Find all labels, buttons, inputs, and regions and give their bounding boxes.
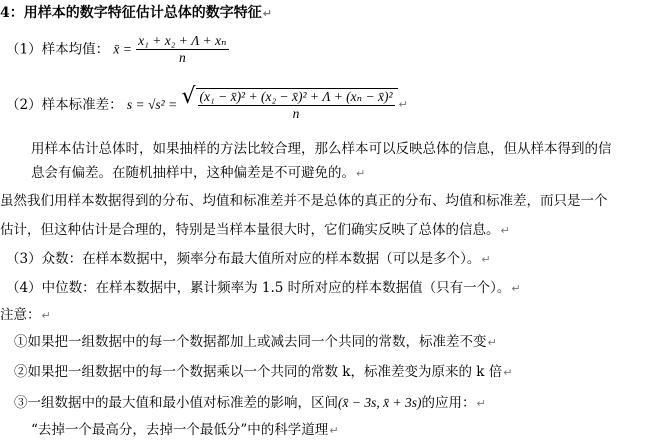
paragraph-1-line-2 <box>31 164 365 183</box>
return-mark-icon: ↵ <box>398 98 408 111</box>
p1-line2-text: 息会有偏差。在随机抽样中，这种偏差是不可避免的。 <box>31 165 355 181</box>
note-3-line <box>14 394 486 413</box>
sd-fraction <box>198 89 395 122</box>
note-1-text: ①如果把一组数据中的每一个数据都加上或减去同一个共同的常数，标准差不变 <box>14 334 487 350</box>
return-mark-icon: ↵ <box>500 224 510 237</box>
paragraph-1-line-1 <box>31 140 612 158</box>
sd-lhs: s = √s² = <box>126 97 178 112</box>
median-line <box>6 279 521 298</box>
sd-label: （2）样本标准差： <box>6 97 123 113</box>
heading-number: 4 <box>0 5 10 21</box>
note-label: 注意： <box>0 307 41 323</box>
paragraph-2-line-1 <box>0 192 608 210</box>
paragraph-2-line-2 <box>0 221 510 240</box>
mode-text: （3）众数：在样本数据中，频率分布最大值所对应的样本数据（可以是多个）。 <box>6 251 481 267</box>
section-heading <box>0 4 272 23</box>
return-mark-icon: ↵ <box>481 253 491 266</box>
note-label-line <box>0 306 51 325</box>
sd-denominator: n <box>292 106 300 121</box>
mean-label: （1）样本均值： <box>6 41 110 58</box>
sd-formula-line <box>6 84 408 122</box>
sd-numerator: (x₁ − x̄)² + (x₂ − x̄)² + Λ + (xₙ − x̄)² <box>199 89 393 104</box>
return-mark-icon: ↵ <box>41 309 51 322</box>
return-mark-icon: ↵ <box>476 397 486 410</box>
mean-fraction <box>136 33 228 66</box>
return-mark-icon: ↵ <box>511 282 521 295</box>
note-2-line <box>14 363 512 382</box>
p2-line2-text: 估计，但这种估计是合理的，特别是当样本量很大时，它们确实反映了总体的信息。 <box>0 222 500 238</box>
mean-denominator: n <box>178 50 186 65</box>
p1-line1-text: 用样本估计总体时，如果抽样的方法比较合理，那么样本可以反映总体的信息，但从样本得到的信 <box>31 141 612 157</box>
note-3-prefix: ③一组数据中的最大值和最小值对标准差的影响，区间 <box>14 395 338 411</box>
return-mark-icon: ↵ <box>503 366 513 379</box>
note-3-interval: (x̄ − 3s, x̄ + 3s) <box>338 395 422 410</box>
sd-radical <box>181 84 398 122</box>
p2-line1-text: 虽然我们用样本数据得到的分布、均值和标准差并不是总体的真正的分布、均值和标准差，而只是一个 <box>0 193 608 209</box>
return-mark-icon: ↵ <box>329 424 339 437</box>
mean-lhs: x̄ = <box>113 41 132 57</box>
heading-title: ：用样本的数字特征估计总体的数字特征 <box>9 5 262 21</box>
return-mark-icon: ↵ <box>487 336 497 349</box>
radical-sign-icon: √ <box>181 84 196 109</box>
mode-line <box>6 250 491 269</box>
return-mark-icon: ↵ <box>356 167 366 180</box>
note-3-suffix: 的应用： <box>421 395 476 411</box>
note-4-text: “去掉一个最高分，去掉一个最低分”中的科学道理 <box>31 422 329 438</box>
mean-numerator: x₁ + x₂ + Λ + xₙ <box>138 33 227 48</box>
return-mark-icon: ↵ <box>262 7 272 20</box>
mean-formula-line <box>6 33 229 66</box>
note-4-line <box>31 421 339 440</box>
note-1-line <box>14 333 497 352</box>
note-2-text: ②如果把一组数据中的每一个数据乘以一个共同的常数 k，标准差变为原来的 k 倍 <box>14 364 503 380</box>
median-text: （4）中位数：在样本数据中，累计频率为 1.5 时所对应的样本数据值（只有一个）。 <box>6 280 511 296</box>
